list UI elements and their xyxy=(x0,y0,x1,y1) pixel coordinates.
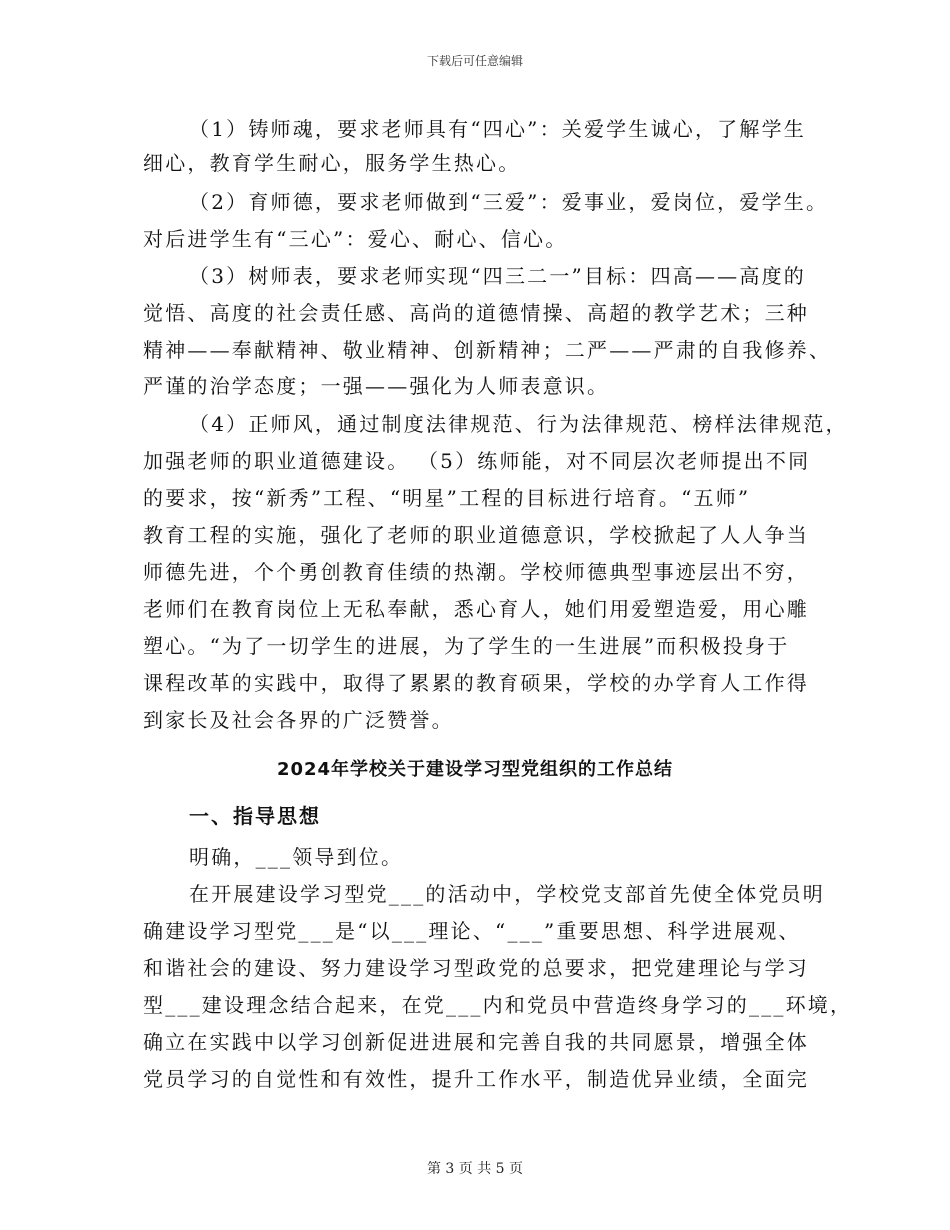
text-line: 确建设学习型党___是“以___理论、“___”重要思想、科学进展观、 xyxy=(143,919,801,943)
text-line: 教育工程的实施，强化了老师的职业道德意识，学校掀起了人人争当 xyxy=(143,523,809,547)
text-line: 严谨的治学态度；一强——强化为人师表意识。 xyxy=(143,374,610,398)
text-line: 和谐社会的建设、努力建设学习型政党的总要求，把党建理论与学习 xyxy=(143,956,809,980)
page-header: 下载后可任意编辑 xyxy=(426,54,523,68)
text-line: 在开展建设学习型党___的活动中，学校党支部首先使全体党员明 xyxy=(189,882,825,906)
text-line: 确立在实践中以学习创新促进进展和完善自我的共同愿景，增强全体 xyxy=(143,1030,809,1054)
text-line: 老师们在教育岗位上无私奉献，悉心育人，她们用爱塑造爱，用心雕 xyxy=(143,597,809,621)
text-line: 明确，___领导到位。 xyxy=(189,845,404,869)
text-line: 对后进学生有“三心”：爱心、耐心、信心。 xyxy=(143,227,568,251)
text-line: 觉悟、高度的社会责任感、高尚的道德情操、高超的教学艺术；三种 xyxy=(143,301,809,325)
text-line: 师德先进，个个勇创教育佳绩的热潮。学校师德典型事迹层出不穷， xyxy=(143,560,809,584)
document-title: 2024年学校关于建设学习型党组织的工作总结 xyxy=(276,759,674,780)
text-line: 细心，教育学生耐心，服务学生热心。 xyxy=(143,151,521,175)
text-line: 塑心。“为了一切学生的进展，为了学生的一生进展”而积极投身于 xyxy=(143,634,790,658)
text-line: （1）铸师魂，要求老师具有“四心”：关爱学生诚心，了解学生 xyxy=(189,117,806,141)
text-line: 加强老师的职业道德建设。 （5）练师能，对不同层次老师提出不同 xyxy=(143,449,811,473)
page-number-footer: 第 3 页 共 5 页 xyxy=(426,1161,524,1177)
text-line: 精神——奉献精神、敬业精神、创新精神；二严——严肃的自我修养、 xyxy=(143,338,832,362)
text-line: （4）正师风，通过制度法律规范、行为法律规范、榜样法律规范， xyxy=(189,412,848,436)
text-line: 型___建设理念结合起来，在党___内和党员中营造终身学习的___环境， xyxy=(143,993,853,1017)
section-heading: 一、指导思想 xyxy=(189,804,321,828)
text-line: 的要求，按“新秀”工程、“明星”工程的目标进行培育。“五师” xyxy=(143,486,751,510)
text-line: 课程改革的实践中，取得了累累的教育硕果，学校的办学育人工作得 xyxy=(143,671,809,695)
text-line: （3）树师表，要求老师实现“四三二一”目标：四高——高度的 xyxy=(189,264,806,288)
text-line: （2）育师德，要求老师做到“三爱”：爱事业，爱岗位，爱学生。 xyxy=(189,190,829,214)
text-line: 到家长及社会各界的广泛赞誉。 xyxy=(143,708,454,732)
text-line: 党员学习的自觉性和有效性，提升工作水平，制造优异业绩，全面完 xyxy=(143,1067,809,1091)
